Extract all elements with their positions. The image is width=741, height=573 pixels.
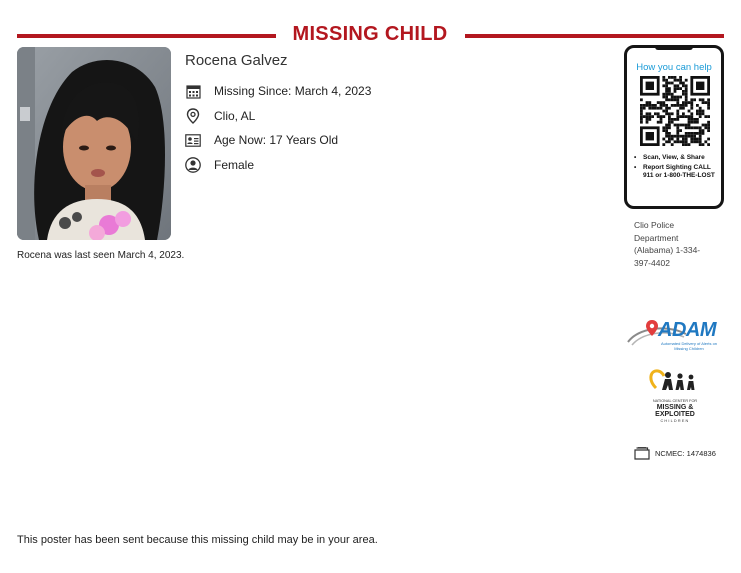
child-photo-illustration	[17, 47, 171, 240]
help-item-share: • Scan, View, & Share	[633, 154, 719, 163]
ncmec-line2: MISSING &	[656, 404, 694, 411]
how-to-help-card	[624, 45, 724, 209]
poster-title: MISSING CHILD	[292, 23, 448, 45]
qr-code-icon[interactable]	[640, 76, 710, 146]
sex-text: Female	[214, 158, 255, 172]
adam-tagline: Automated Delivery of Alerts on Missing Children	[660, 341, 718, 351]
person-icon	[185, 157, 201, 173]
age-text: Age Now: 17 Years Old	[214, 133, 339, 147]
location-pin-icon	[185, 108, 201, 124]
header-rule-right	[465, 34, 724, 38]
help-title: How you can help	[636, 62, 712, 73]
help-item-report: • Report Sighting CALL 911 or 1-800-THE-LOST	[633, 164, 719, 181]
calendar-icon	[185, 83, 201, 99]
ncmec-case-number: NCMEC: 1474836	[655, 448, 716, 458]
adam-logo	[626, 316, 722, 356]
location-text: Clio, AL	[214, 109, 256, 123]
ncmec-line3: EXPLOITED	[655, 411, 695, 418]
age-row	[185, 131, 338, 149]
missing-since-text: Missing Since: March 4, 2023	[214, 84, 372, 98]
agency-contact: Clio Police Department (Alabama) 1-334-397-4402	[634, 220, 701, 268]
help-list	[633, 154, 719, 182]
footer-note: This poster has been sent because this missing child may be in your area.	[17, 534, 378, 546]
child-name: Rocena Galvez	[185, 52, 288, 69]
ncmec-logo	[646, 368, 704, 428]
child-photo	[17, 47, 171, 240]
id-card-icon	[185, 132, 201, 148]
missing-since-row	[185, 82, 371, 100]
phone-notch	[655, 45, 693, 50]
adam-wordmark: ADAM	[658, 319, 716, 341]
folder-icon	[634, 447, 650, 460]
ncmec-line4: CHILDREN	[660, 419, 690, 423]
photo-caption: Rocena was last seen March 4, 2023.	[17, 250, 185, 261]
ncmec-case	[634, 446, 716, 460]
ncmec-line1: NATIONAL CENTER FOR	[652, 399, 698, 403]
location-row	[185, 107, 255, 125]
header-rule-left	[17, 34, 276, 38]
sex-row	[185, 156, 254, 174]
